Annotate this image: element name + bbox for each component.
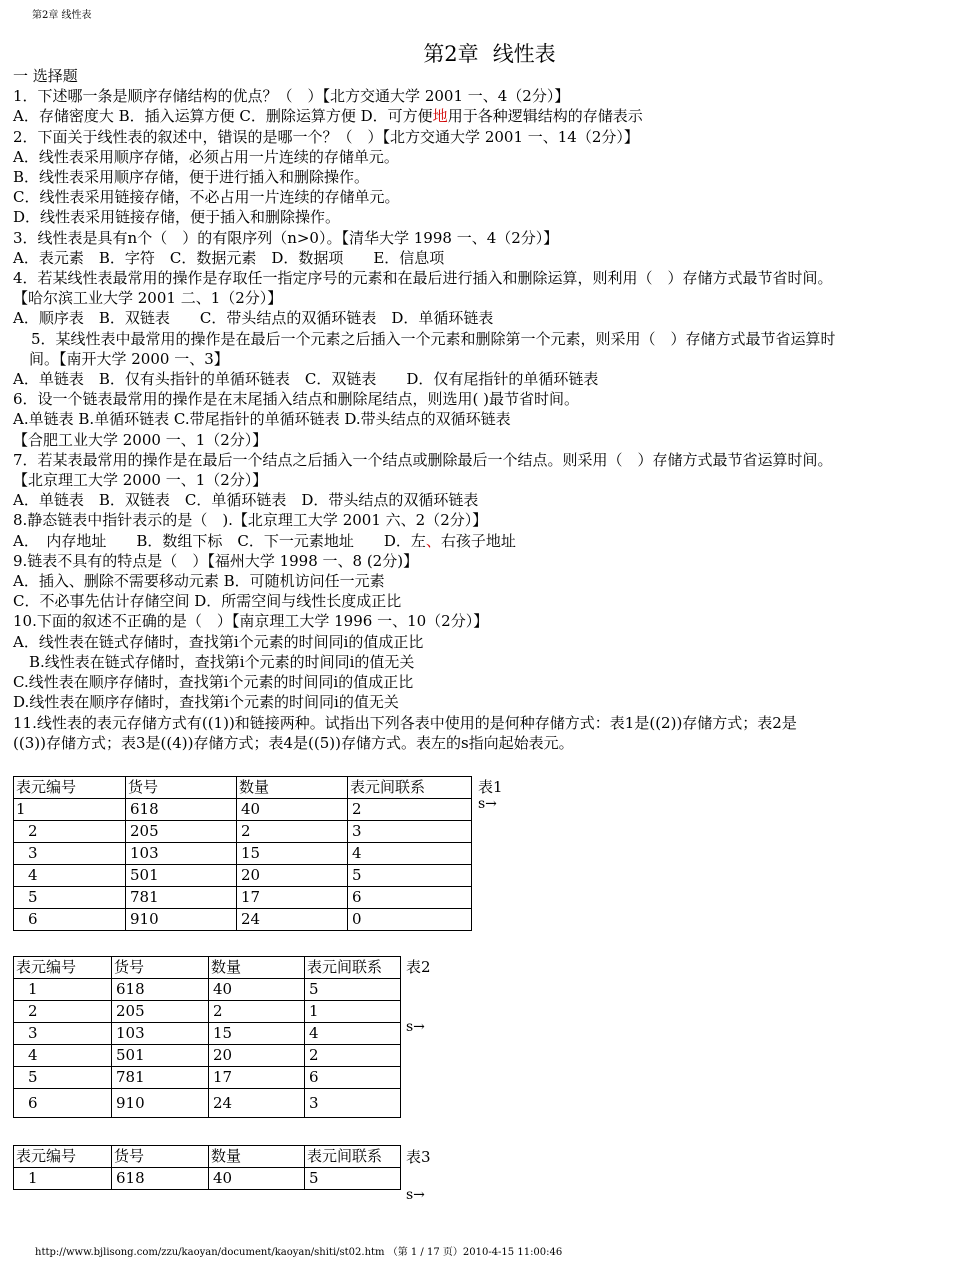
table-row [14, 909, 472, 931]
table-cell: 781 [126, 887, 237, 909]
table-cell: 2 [348, 799, 472, 821]
running-header: 第2章 线性表 [32, 10, 92, 21]
table-cell: 5 [305, 979, 401, 1001]
question-line: ((3))存储方式；表3是((4))存储方式；表4是((5))存储方式。表左的s指向起始表元。 [13, 733, 574, 752]
table-header-row [14, 957, 401, 979]
option-line: A．线性表在链式存储时，查找第i个元素的时间同i的值成正比 [13, 632, 424, 651]
option-line: A．存储密度大 B．插入运算方便 C．删除运算方便 D．可方便地用于各种逻辑结构的存储表示 [13, 107, 643, 126]
table-3-label: 表3 [406, 1148, 431, 1166]
option-line: C．不必事先估计存储空间 D．所需空间与线性长度成正比 [13, 592, 402, 611]
table-cell: 15 [209, 1023, 305, 1045]
chapter-name: 线性表 [492, 42, 556, 66]
start-pointer-arrow: s→ [406, 1019, 425, 1035]
table-cell: 6 [348, 887, 472, 909]
source-line: 【合肥工业大学 2000 一、1（2分）】 [13, 430, 268, 449]
table-row [14, 887, 472, 909]
header-cell: 数量 [209, 957, 305, 979]
question-line: 4．若某线性表最常用的操作是存取任一指定序号的元素和在最后进行插入和删除运算，则利用（ ）存储方式最节省时间。 [13, 269, 833, 288]
table-cell: 5 [305, 1168, 401, 1190]
table-cell: 6 [14, 1089, 112, 1118]
table-cell: 2 [14, 1001, 112, 1023]
table-cell: 103 [126, 843, 237, 865]
source-line: 【哈尔滨工业大学 2001 二、1（2分）】 [13, 289, 283, 308]
table-cell: 5 [348, 865, 472, 887]
question-line: 1．下述哪一条是顺序存储结构的优点？（ ）【北方交通大学 2001 一、4（2分）】 [13, 87, 570, 106]
table-cell: 3 [305, 1089, 401, 1118]
option-line: A．单链表 B．双链表 C．单循环链表 D．带头结点的双循环链表 [13, 491, 479, 510]
table-cell: 6 [14, 909, 126, 931]
table-row [14, 1023, 401, 1045]
option-line: D.线性表在顺序存储时，查找第i个元素的时间同i的值无关 [13, 693, 399, 712]
table-cell: 5 [14, 1067, 112, 1089]
chapter-number: 第2章 [423, 42, 479, 66]
option-line: A．插入、删除不需要移动元素 B．可随机访问任一元素 [13, 572, 385, 591]
table-header-row [14, 1146, 401, 1168]
table-cell: 618 [112, 1168, 209, 1190]
table-cell: 40 [209, 1168, 305, 1190]
table-cell: 20 [237, 865, 348, 887]
header-cell: 货号 [112, 1146, 209, 1168]
highlighted-char: 、 [425, 531, 441, 550]
table-cell: 2 [237, 821, 348, 843]
table-cell: 40 [237, 799, 348, 821]
table-cell: 3 [14, 1023, 112, 1045]
option-line: A．表元素 B．字符 C．数据元素 D．数据项 E．信息项 [13, 248, 445, 267]
table-3 [13, 1145, 401, 1190]
table-header-row [14, 777, 472, 799]
header-cell: 表元编号 [14, 1146, 112, 1168]
table-1-label: 表1 [478, 778, 503, 796]
table-cell: 17 [237, 887, 348, 909]
table-cell: 4 [305, 1023, 401, 1045]
header-cell: 货号 [126, 777, 237, 799]
question-line: 7．若某表最常用的操作是在最后一个结点之后插入一个结点或删除最后一个结点。则采用（ ）存储方式最节省运算时间。 [13, 450, 833, 469]
table-2-label: 表2 [406, 958, 431, 976]
table-cell: 24 [209, 1089, 305, 1118]
table-cell: 1 [14, 979, 112, 1001]
table-cell: 2 [305, 1045, 401, 1067]
option-line: B.线性表在链式存储时，查找第i个元素的时间同i的值无关 [29, 652, 415, 671]
table-cell: 910 [126, 909, 237, 931]
table-cell: 6 [305, 1067, 401, 1089]
table-row [14, 1168, 401, 1190]
table-row [14, 1001, 401, 1023]
question-line: 5．某线性表中最常用的操作是在最后一个元素之后插入一个元素和删除第一个元素，则采用（ ）存储方式最节省运算时 [31, 329, 836, 348]
question-line: 6．设一个链表最常用的操作是在末尾插入结点和删除尾结点，则选用( )最节省时间。 [13, 390, 580, 409]
table-row [14, 979, 401, 1001]
header-cell: 数量 [209, 1146, 305, 1168]
table-cell: 618 [126, 799, 237, 821]
option-line: A．单链表 B．仅有头指针的单循环链表 C．双链表 D．仅有尾指针的单循环链表 [13, 370, 599, 389]
table-row [14, 843, 472, 865]
table-cell: 0 [348, 909, 472, 931]
table-cell: 2 [209, 1001, 305, 1023]
header-cell: 货号 [112, 957, 209, 979]
table-cell: 1 [14, 799, 126, 821]
option-line: A．线性表采用顺序存储，必须占用一片连续的存储单元。 [13, 147, 399, 166]
table-2 [13, 956, 401, 1118]
question-line: 11.线性表的表元存储方式有((1))和链接两种。试指出下列各表中使用的是何种存储方式：表1是((2))存储方式；表2是 [13, 713, 797, 732]
table-cell: 40 [209, 979, 305, 1001]
table-cell: 501 [126, 865, 237, 887]
table-cell: 1 [14, 1168, 112, 1190]
option-line: B．线性表采用顺序存储，便于进行插入和删除操作。 [13, 168, 370, 187]
table-cell: 15 [237, 843, 348, 865]
header-cell: 数量 [237, 777, 348, 799]
chapter-title [0, 38, 979, 68]
table-cell: 910 [112, 1089, 209, 1118]
option-line: D．线性表采用链接存储，便于插入和删除操作。 [13, 208, 341, 227]
table-cell: 2 [14, 821, 126, 843]
start-pointer-arrow: s→ [406, 1187, 425, 1203]
option-line: C.线性表在顺序存储时，查找第i个元素的时间同i的值成正比 [13, 673, 414, 692]
table-cell: 205 [112, 1001, 209, 1023]
question-line: 8.静态链表中指针表示的是（ ).【北京理工大学 2001 六、2（2分）】 [13, 511, 488, 530]
table-cell: 205 [126, 821, 237, 843]
question-text [13, 66, 968, 753]
option-line: A． 内存地址 B．数组下标 C．下一元素地址 D．左、右孩子地址 [13, 531, 516, 550]
header-cell: 表元间联系 [348, 777, 472, 799]
option-line: A.单链表 B.单循环链表 C.带尾指针的单循环链表 D.带头结点的双循环链表 [13, 410, 511, 429]
table-cell: 781 [112, 1067, 209, 1089]
start-pointer-arrow: s→ [478, 796, 497, 812]
table-cell: 24 [237, 909, 348, 931]
table-cell: 20 [209, 1045, 305, 1067]
table-row [14, 821, 472, 843]
table-cell: 4 [348, 843, 472, 865]
option-line: C．线性表采用链接存储，不必占用一片连续的存储单元。 [13, 188, 400, 207]
header-cell: 表元编号 [14, 957, 112, 979]
header-cell: 表元间联系 [305, 1146, 401, 1168]
table-row [14, 1089, 401, 1118]
section-heading: 一 选择题 [13, 67, 78, 85]
page-footer: http://www.bjlisong.com/zzu/kaoyan/document/kaoyan/shiti/st02.htm （第 1 / 17 页）2010-4-15 11:00:46 [35, 1247, 563, 1258]
table-row [14, 1067, 401, 1089]
table-cell: 5 [14, 887, 126, 909]
table-cell: 4 [14, 865, 126, 887]
question-line: 2．下面关于线性表的叙述中，错误的是哪一个？（ ）【北方交通大学 2001 一、14（2分）】 [13, 127, 639, 146]
table-cell: 1 [305, 1001, 401, 1023]
table-cell: 4 [14, 1045, 112, 1067]
question-line: 3．线性表是具有n个（ ）的有限序列（n>0）。【清华大学 1998 一、4（2分）】 [13, 228, 559, 247]
table-cell: 3 [348, 821, 472, 843]
table-cell: 17 [209, 1067, 305, 1089]
table-row [14, 1045, 401, 1067]
table-cell: 618 [112, 979, 209, 1001]
question-line: 间。【南开大学 2000 一、3】 [29, 349, 229, 368]
question-line: 10.下面的叙述不正确的是（ ）【南京理工大学 1996 一、10（2分）】 [13, 612, 489, 631]
table-row [14, 799, 472, 821]
table-row [14, 865, 472, 887]
question-line: 9.链表不具有的特点是（ ）【福州大学 1998 一、8 (2分)】 [13, 551, 419, 570]
table-cell: 3 [14, 843, 126, 865]
option-line: A．顺序表 B．双链表 C．带头结点的双循环链表 D．单循环链表 [13, 309, 494, 328]
table-cell: 103 [112, 1023, 209, 1045]
header-cell: 表元编号 [14, 777, 126, 799]
source-line: 【北京理工大学 2000 一、1（2分）】 [13, 471, 268, 490]
table-cell: 501 [112, 1045, 209, 1067]
table-1 [13, 776, 472, 931]
header-cell: 表元间联系 [305, 957, 401, 979]
highlighted-char: 地 [432, 107, 448, 126]
